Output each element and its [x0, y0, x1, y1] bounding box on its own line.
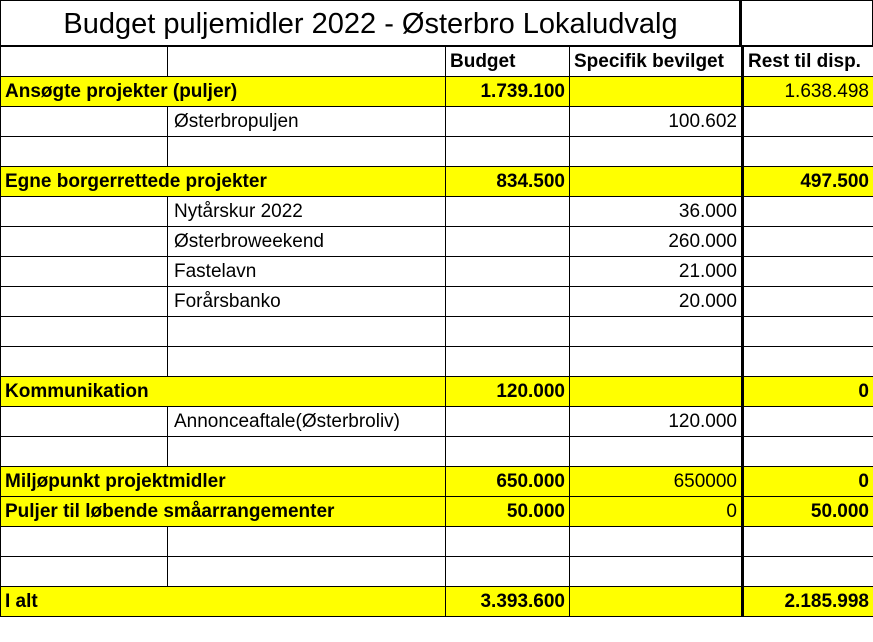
rest-cell[interactable]	[743, 407, 873, 437]
specifik-cell[interactable]	[570, 377, 743, 407]
table-row	[1, 587, 873, 617]
cell-a[interactable]	[1, 407, 168, 437]
item-label[interactable]: Forårsbanko	[168, 287, 446, 317]
table-row	[1, 377, 873, 407]
table-row	[1, 497, 873, 527]
budget-table	[0, 46, 873, 617]
item-label[interactable]	[168, 527, 446, 557]
table-row	[1, 347, 873, 377]
specifik-cell[interactable]	[570, 317, 743, 347]
budget-cell[interactable]: 3.393.600	[446, 587, 570, 617]
rest-cell[interactable]	[743, 557, 873, 587]
table-row	[1, 467, 873, 497]
table-row	[1, 77, 873, 107]
budget-cell[interactable]	[446, 437, 570, 467]
budget-cell[interactable]	[446, 407, 570, 437]
header-row	[1, 47, 873, 77]
header-cell-a[interactable]	[1, 47, 168, 77]
rest-cell[interactable]: 50.000	[743, 497, 873, 527]
item-label[interactable]	[168, 437, 446, 467]
cell-a[interactable]	[1, 107, 168, 137]
rest-cell[interactable]	[743, 287, 873, 317]
cell-a[interactable]	[1, 137, 168, 167]
cell-a[interactable]	[1, 287, 168, 317]
cell-a[interactable]	[1, 257, 168, 287]
specifik-cell[interactable]: 260.000	[570, 227, 743, 257]
cell-a[interactable]	[1, 347, 168, 377]
section-label[interactable]: Kommunikation	[1, 377, 446, 407]
rest-cell[interactable]: 0	[743, 467, 873, 497]
cell-a[interactable]	[1, 557, 168, 587]
header-rest[interactable]: Rest til disp.	[743, 47, 873, 77]
specifik-cell[interactable]	[570, 167, 743, 197]
title-blank-cell[interactable]	[742, 0, 873, 46]
section-label[interactable]: Egne borgerrettede projekter	[1, 167, 446, 197]
budget-cell[interactable]	[446, 347, 570, 377]
specifik-cell[interactable]	[570, 527, 743, 557]
specifik-cell[interactable]: 36.000	[570, 197, 743, 227]
table-row	[1, 527, 873, 557]
table-row	[1, 407, 873, 437]
section-label[interactable]: Puljer til løbende småarrangementer	[1, 497, 446, 527]
item-label[interactable]	[168, 347, 446, 377]
specifik-cell[interactable]: 21.000	[570, 257, 743, 287]
budget-cell[interactable]	[446, 557, 570, 587]
cell-a[interactable]	[1, 197, 168, 227]
budget-cell[interactable]: 650.000	[446, 467, 570, 497]
budget-cell[interactable]	[446, 137, 570, 167]
table-row	[1, 437, 873, 467]
budget-cell[interactable]	[446, 317, 570, 347]
table-row	[1, 107, 873, 137]
cell-a[interactable]	[1, 317, 168, 347]
rest-cell[interactable]	[743, 107, 873, 137]
specifik-cell[interactable]	[570, 587, 743, 617]
table-row	[1, 197, 873, 227]
budget-cell[interactable]: 50.000	[446, 497, 570, 527]
table-row	[1, 227, 873, 257]
rest-cell[interactable]	[743, 257, 873, 287]
cell-a[interactable]	[1, 437, 168, 467]
specifik-cell[interactable]	[570, 557, 743, 587]
rest-cell[interactable]	[743, 317, 873, 347]
specifik-cell[interactable]	[570, 347, 743, 377]
rest-cell[interactable]	[743, 197, 873, 227]
budget-cell[interactable]: 1.739.100	[446, 77, 570, 107]
budget-cell[interactable]: 834.500	[446, 167, 570, 197]
item-label[interactable]	[168, 317, 446, 347]
header-cell-b[interactable]	[168, 47, 446, 77]
rest-cell[interactable]	[743, 227, 873, 257]
rest-cell[interactable]	[743, 347, 873, 377]
item-label[interactable]: Annonceaftale(Østerbroliv)	[168, 407, 446, 437]
budget-cell[interactable]	[446, 197, 570, 227]
table-row	[1, 287, 873, 317]
header-specifik[interactable]: Specifik bevilget	[570, 47, 743, 77]
table-row	[1, 317, 873, 347]
budget-cell[interactable]	[446, 227, 570, 257]
title-cell[interactable]	[0, 0, 742, 46]
specifik-cell[interactable]	[570, 437, 743, 467]
item-label[interactable]: Østerbropuljen	[168, 107, 446, 137]
rest-cell[interactable]: 497.500	[743, 167, 873, 197]
rest-cell[interactable]: 1.638.498	[743, 77, 873, 107]
specifik-cell[interactable]: 0	[570, 497, 743, 527]
section-label[interactable]: I alt	[1, 587, 446, 617]
specifik-cell[interactable]: 650000	[570, 467, 743, 497]
item-label[interactable]	[168, 137, 446, 167]
specifik-cell[interactable]: 100.602	[570, 107, 743, 137]
cell-a[interactable]	[1, 227, 168, 257]
sheet-title: Budget puljemidler 2022 - Østerbro Lokaludvalg	[63, 8, 678, 40]
specifik-cell[interactable]: 120.000	[570, 407, 743, 437]
budget-cell[interactable]: 120.000	[446, 377, 570, 407]
table-row	[1, 257, 873, 287]
specifik-cell[interactable]	[570, 77, 743, 107]
rest-cell[interactable]	[743, 437, 873, 467]
section-label[interactable]: Miljøpunkt projektmidler	[1, 467, 446, 497]
budget-cell[interactable]	[446, 107, 570, 137]
item-label[interactable]: Østerbroweekend	[168, 227, 446, 257]
header-budget[interactable]: Budget	[446, 47, 570, 77]
rest-cell[interactable]: 2.185.998	[743, 587, 873, 617]
specifik-cell[interactable]: 20.000	[570, 287, 743, 317]
budget-cell[interactable]	[446, 527, 570, 557]
table-row	[1, 167, 873, 197]
specifik-cell[interactable]	[570, 137, 743, 167]
table-row	[1, 137, 873, 167]
rest-cell[interactable]	[743, 527, 873, 557]
item-label[interactable]: Nytårskur 2022	[168, 197, 446, 227]
item-label[interactable]	[168, 557, 446, 587]
budget-cell[interactable]	[446, 257, 570, 287]
rest-cell[interactable]: 0	[743, 377, 873, 407]
section-label[interactable]: Ansøgte projekter (puljer)	[1, 77, 446, 107]
budget-cell[interactable]	[446, 287, 570, 317]
table-row	[1, 557, 873, 587]
item-label[interactable]: Fastelavn	[168, 257, 446, 287]
rest-cell[interactable]	[743, 137, 873, 167]
cell-a[interactable]	[1, 527, 168, 557]
